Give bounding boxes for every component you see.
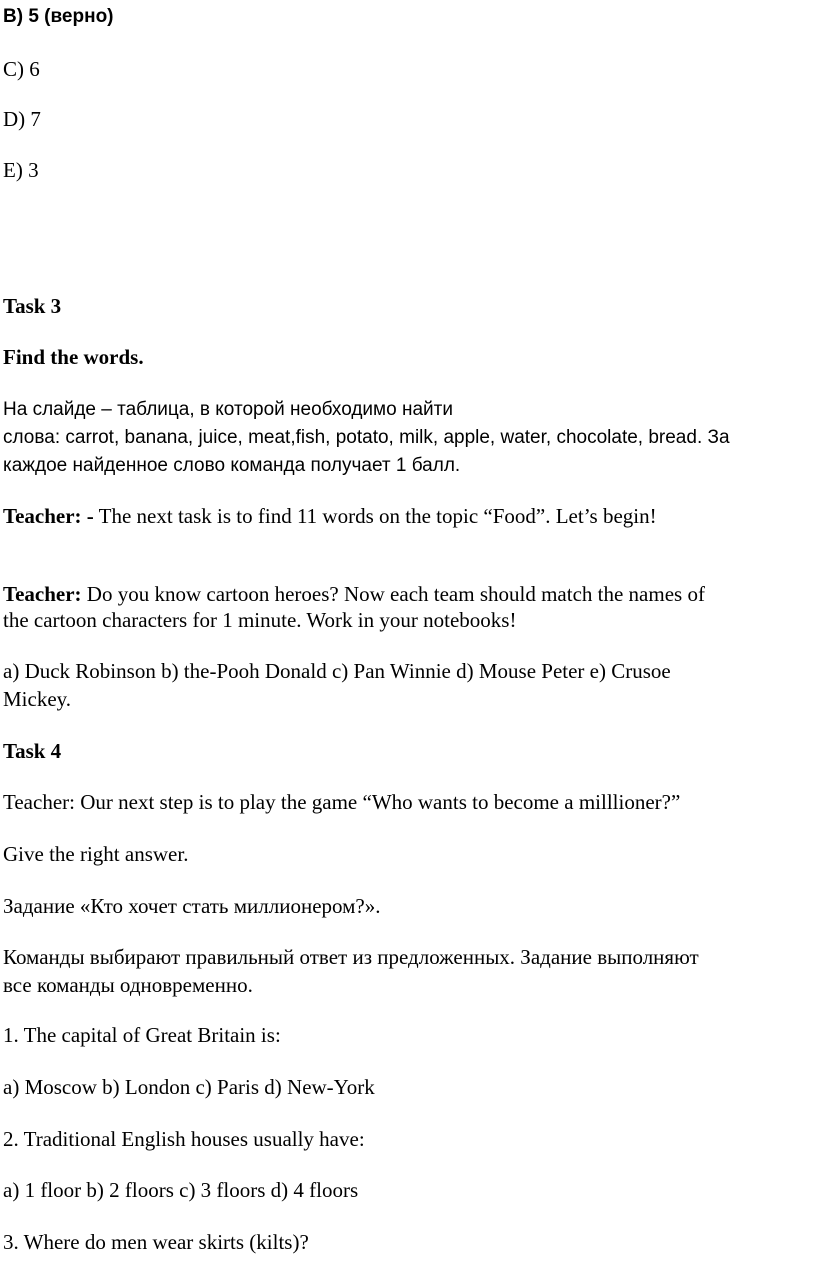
teacher-cartoon-line-2: the cartoon characters for 1 minute. Work in your notebooks! bbox=[3, 608, 517, 632]
task4-teams-line-1: Команды выбирают правильный ответ из предложенных. Задание выполняют bbox=[3, 945, 699, 969]
question-2: 2. Traditional English houses usually have: bbox=[3, 1127, 365, 1151]
answer-e: E) 3 bbox=[3, 158, 39, 182]
task3-instruction-line-1: На слайде – таблица, в которой необходимо найти bbox=[3, 399, 453, 420]
question-2-options: a) 1 floor b) 2 floors c) 3 floors d) 4 floors bbox=[3, 1178, 359, 1202]
task4-teacher-line: Teacher: Our next step is to play the game “Who wants to become a milllioner?” bbox=[3, 790, 681, 814]
teacher-label: Teacher: bbox=[3, 582, 82, 606]
question-1: 1. The capital of Great Britain is: bbox=[3, 1023, 281, 1047]
task4-give-answer: Give the right answer. bbox=[3, 842, 189, 866]
task3-heading: Task 3 bbox=[3, 294, 62, 318]
task3-instruction-line-2: слова: carrot, banana, juice, meat,fish, potato, milk, apple, water, chocolate, bread. За bbox=[3, 427, 730, 448]
teacher-cartoon-text: Do you know cartoon heroes? Now each team should match the names of bbox=[81, 582, 705, 606]
teacher-cartoon-line-1 bbox=[3, 580, 813, 608]
answer-d: D) 7 bbox=[3, 107, 41, 131]
teacher-food-line bbox=[3, 502, 813, 530]
task3-subheading: Find the words. bbox=[3, 345, 144, 369]
teacher-label: Teacher: - bbox=[3, 504, 94, 528]
teacher-food-text: The next task is to find 11 words on the topic “Food”. Let’s begin! bbox=[93, 504, 657, 528]
task4-teams-line-2: все команды одновременно. bbox=[3, 973, 253, 997]
task4-heading: Task 4 bbox=[3, 739, 62, 763]
question-1-options: a) Moscow b) London c) Paris d) New-York bbox=[3, 1075, 375, 1099]
cartoon-match-line-2: Mickey. bbox=[3, 687, 72, 711]
cartoon-match-line-1: a) Duck Robinson b) the-Pooh Donald c) Pan Winnie d) Mouse Peter e) Crusoe bbox=[3, 659, 671, 683]
task4-title-ru: Задание «Кто хочет стать миллионером?». bbox=[3, 894, 381, 918]
answer-c: С) 6 bbox=[3, 57, 40, 81]
answer-b-correct: B) 5 (верно) bbox=[3, 6, 114, 27]
question-3: 3. Where do men wear skirts (kilts)? bbox=[3, 1230, 309, 1254]
task3-instruction-line-3: каждое найденное слово команда получает 1 балл. bbox=[3, 455, 461, 476]
